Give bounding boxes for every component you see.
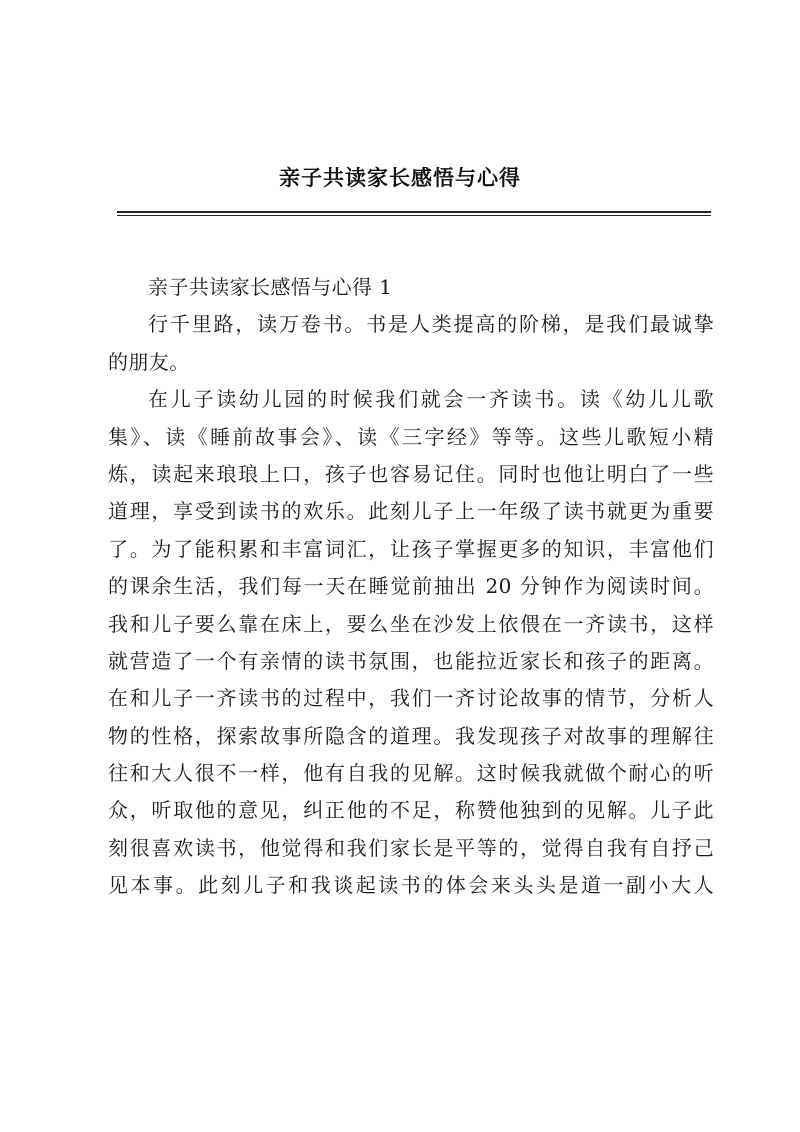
document-body [108, 269, 714, 905]
text-line: 炼，读起来琅琅上口，孩子也容易记住。同时也他让明白了一些 [108, 461, 714, 486]
text-line: 的朋友。 [108, 349, 190, 374]
text-line: 物的性格，探索故事所隐含的道理。我发现孩子对故事的理解往 [108, 723, 714, 748]
text-line: 在和儿子一齐读书的过程中，我们一齐讨论故事的情节，分析人 [108, 686, 714, 711]
text-line: 行千里路，读万卷书。书是人类提高的阶梯，是我们最诚挚 [148, 312, 714, 337]
text-line: 的课余生活，我们每一天在睡觉前抽出 20 分钟作为阅读时间。 [108, 574, 714, 599]
text-line: 我和儿子要么靠在床上，要么坐在沙发上依偎在一齐读书，这样 [108, 611, 714, 636]
text-line: 见本事。此刻儿子和我谈起读书的体会来头头是道一副小大人 [108, 873, 714, 898]
text-line: 就营造了一个有亲情的读书氛围，也能拉近家长和孩子的距离。 [108, 648, 714, 673]
text-line: 往和大人很不一样，他有自我的见解。这时候我就做个耐心的听 [108, 761, 714, 786]
title-rule-thick [117, 211, 711, 213]
text-line: 集》、读《睡前故事会》、读《三字经》等等。这些儿歌短小精 [108, 424, 714, 449]
text-line: 了。为了能积累和丰富词汇，让孩子掌握更多的知识，丰富他们 [108, 536, 714, 561]
title-rule-thin [117, 215, 711, 216]
text-line: 在儿子读幼儿园的时候我们就会一齐读书。读《幼儿儿歌 [148, 387, 714, 412]
document-title: 亲子共读家长感悟与心得 [279, 165, 521, 190]
text-line: 众，听取他的意见，纠正他的不足，称赞他独到的见解。儿子此 [108, 798, 714, 823]
text-line: 道理，享受到读书的欢乐。此刻儿子上一年级了读书就更为重要 [108, 499, 714, 524]
text-line: 刻很喜欢读书，他觉得和我们家长是平等的，觉得自我有自抒己 [108, 835, 714, 860]
text-line: 亲子共读家长感悟与心得 1 [148, 275, 393, 299]
